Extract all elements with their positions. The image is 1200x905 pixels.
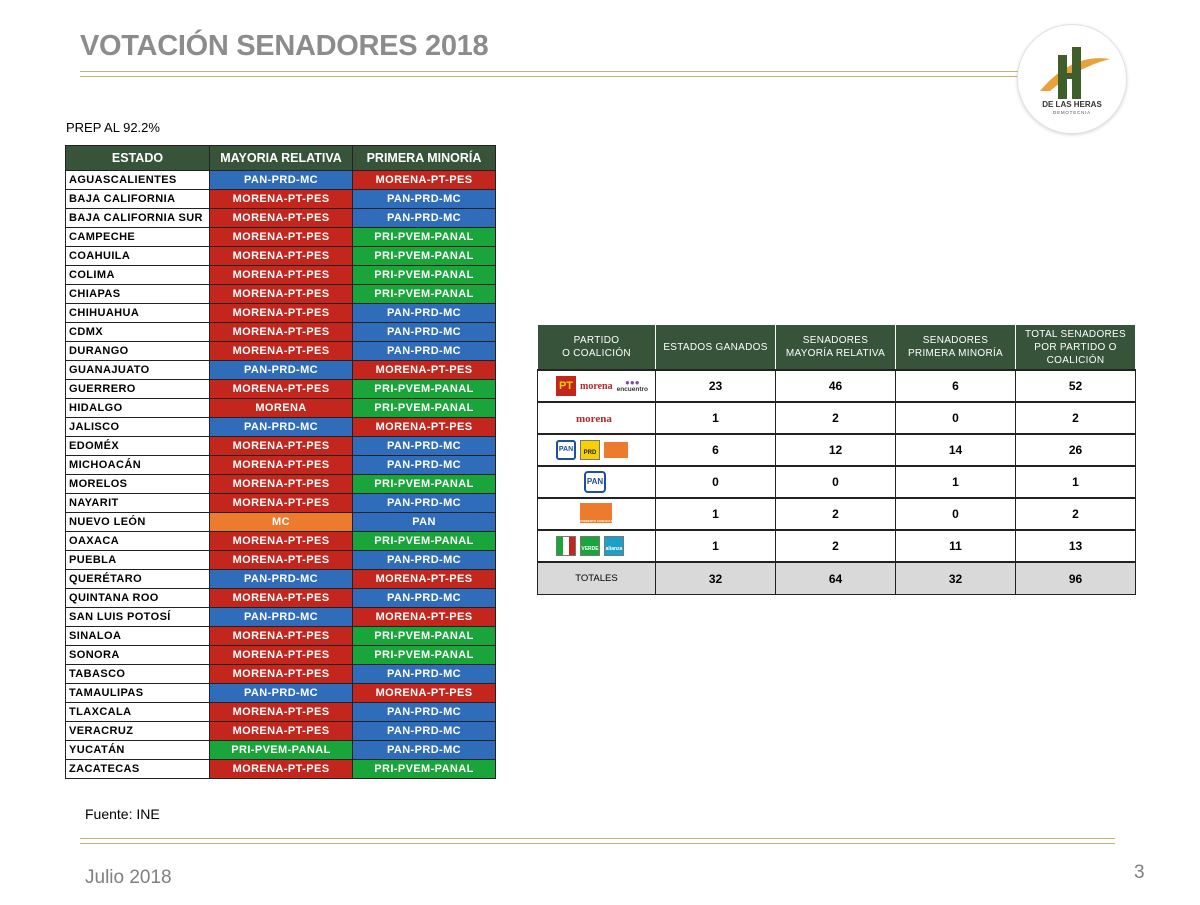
primera-minoria-cell: PAN-PRD-MC (353, 589, 496, 608)
primera-minoria-cell: PAN-PRD-MC (353, 190, 496, 209)
primera-minoria-cell: PAN-PRD-MC (353, 323, 496, 342)
party-logos (538, 402, 656, 434)
summary-row (538, 498, 1136, 530)
primera-minoria-cell: PAN-PRD-MC (353, 703, 496, 722)
state-name: QUERÉTARO (66, 570, 210, 589)
state-name: GUERRERO (66, 380, 210, 399)
cell-total: 1 (1016, 466, 1136, 498)
states-table-body (66, 171, 496, 779)
summary-row (538, 402, 1136, 434)
mayoria-relativa-cell: MORENA-PT-PES (210, 247, 353, 266)
cell-estados: 6 (656, 434, 776, 466)
state-row (66, 608, 496, 627)
footer-date: Julio 2018 (85, 867, 172, 888)
pri-logo-icon (556, 536, 576, 556)
state-row (66, 722, 496, 741)
primera-minoria-cell: PRI-PVEM-PANAL (353, 247, 496, 266)
primera-minoria-cell: PAN-PRD-MC (353, 722, 496, 741)
col-estados-ganados: ESTADOS GANADOS (656, 325, 776, 371)
cell-total: 13 (1016, 530, 1136, 562)
col-partido-line1: PARTIDO (573, 335, 620, 346)
pan-logo-icon: PAN (584, 471, 606, 493)
col-partido-line2: O COALICIÓN (562, 348, 631, 359)
mayoria-relativa-cell: MORENA-PT-PES (210, 437, 353, 456)
mayoria-relativa-cell: MC (210, 513, 353, 532)
mayoria-relativa-cell: MORENA-PT-PES (210, 494, 353, 513)
state-name: COAHUILA (66, 247, 210, 266)
state-row (66, 475, 496, 494)
state-row (66, 247, 496, 266)
cell-estados: 1 (656, 498, 776, 530)
state-name: OAXACA (66, 532, 210, 551)
mayoria-relativa-cell: PAN-PRD-MC (210, 171, 353, 190)
state-row (66, 304, 496, 323)
totals-label: TOTALES (538, 562, 656, 595)
state-row (66, 532, 496, 551)
mayoria-relativa-cell: MORENA-PT-PES (210, 228, 353, 247)
state-name: CAMPECHE (66, 228, 210, 247)
total-estados: 32 (656, 562, 776, 595)
mayoria-relativa-cell: MORENA-PT-PES (210, 190, 353, 209)
cell-minoria: 6 (896, 370, 1016, 402)
col-primera-minoria: PRIMERA MINORÍA (353, 146, 496, 171)
state-name: NAYARIT (66, 494, 210, 513)
primera-minoria-cell: MORENA-PT-PES (353, 361, 496, 380)
summary-row (538, 466, 1136, 498)
mayoria-relativa-cell: MORENA-PT-PES (210, 323, 353, 342)
mayoria-relativa-cell: PRI-PVEM-PANAL (210, 741, 353, 760)
source-note: Fuente: INE (85, 806, 160, 822)
state-name: DURANGO (66, 342, 210, 361)
mayoria-relativa-cell: MORENA-PT-PES (210, 209, 353, 228)
primera-minoria-cell: PAN-PRD-MC (353, 741, 496, 760)
col-minoria-line1: SENADORES (922, 335, 989, 346)
state-name: COLIMA (66, 266, 210, 285)
state-row (66, 703, 496, 722)
col-minoria-line2: PRIMERA MINORÍA (907, 348, 1004, 359)
mayoria-relativa-cell: PAN-PRD-MC (210, 361, 353, 380)
state-row (66, 228, 496, 247)
page-title: VOTACIÓN SENADORES 2018 (80, 30, 489, 62)
state-name: ZACATECAS (66, 760, 210, 779)
summary-row (538, 370, 1136, 402)
col-minoria (896, 325, 1016, 371)
title-rule-top (80, 71, 1020, 72)
logo-subtitle: DEMOTECNIA (1052, 110, 1092, 115)
totals-row (538, 562, 1136, 595)
state-row (66, 494, 496, 513)
state-name: QUINTANA ROO (66, 589, 210, 608)
cell-total: 2 (1016, 402, 1136, 434)
primera-minoria-cell: PRI-PVEM-PANAL (353, 646, 496, 665)
primera-minoria-cell: MORENA-PT-PES (353, 418, 496, 437)
summary-row (538, 530, 1136, 562)
state-row (66, 437, 496, 456)
mayoria-relativa-cell: MORENA-PT-PES (210, 475, 353, 494)
col-mayoria-line2: MAYORÍA RELATIVA (785, 348, 886, 359)
cell-minoria: 1 (896, 466, 1016, 498)
state-row (66, 380, 496, 399)
mayoria-relativa-cell: MORENA-PT-PES (210, 342, 353, 361)
verde-logo-icon: VERDE (580, 536, 600, 556)
state-name: NUEVO LEÓN (66, 513, 210, 532)
cell-minoria: 14 (896, 434, 1016, 466)
primera-minoria-cell: PRI-PVEM-PANAL (353, 475, 496, 494)
mayoria-relativa-cell: MORENA-PT-PES (210, 304, 353, 323)
state-row (66, 513, 496, 532)
cell-estados: 23 (656, 370, 776, 402)
state-row (66, 760, 496, 779)
col-total-line2: POR PARTIDO O (1034, 341, 1117, 353)
state-name: CHIHUAHUA (66, 304, 210, 323)
state-row (66, 665, 496, 684)
col-mayoria-line1: SENADORES (802, 335, 869, 346)
state-name: MORELOS (66, 475, 210, 494)
cell-mayoria: 46 (776, 370, 896, 402)
state-name: BAJA CALIFORNIA SUR (66, 209, 210, 228)
mayoria-relativa-cell: MORENA-PT-PES (210, 589, 353, 608)
mayoria-relativa-cell: MORENA-PT-PES (210, 380, 353, 399)
total-senadores: 96 (1016, 562, 1136, 595)
state-name: EDOMÉX (66, 437, 210, 456)
pan-logo-icon: PAN (556, 440, 576, 460)
state-name: MICHOACÁN (66, 456, 210, 475)
col-mayoria-relativa: MAYORIA RELATIVA (210, 146, 353, 171)
state-row (66, 741, 496, 760)
primera-minoria-cell: MORENA-PT-PES (353, 684, 496, 703)
summary-table (537, 324, 1136, 595)
primera-minoria-cell: PAN-PRD-MC (353, 304, 496, 323)
mayoria-relativa-cell: PAN-PRD-MC (210, 684, 353, 703)
panal-logo-icon: alianza (604, 536, 624, 556)
cell-mayoria: 12 (776, 434, 896, 466)
primera-minoria-cell: MORENA-PT-PES (353, 171, 496, 190)
prep-label: PREP AL 92.2% (66, 120, 160, 135)
total-minoria: 32 (896, 562, 1016, 595)
footer-rule-bottom (80, 843, 1115, 844)
primera-minoria-cell: MORENA-PT-PES (353, 570, 496, 589)
page-number: 3 (1134, 862, 1145, 883)
mc-logo-text: MOVIMIENTO CIUDADANO (576, 519, 616, 523)
mayoria-relativa-cell: MORENA-PT-PES (210, 285, 353, 304)
cell-estados: 0 (656, 466, 776, 498)
primera-minoria-cell: MORENA-PT-PES (353, 608, 496, 627)
state-row (66, 399, 496, 418)
state-name: BAJA CALIFORNIA (66, 190, 210, 209)
mayoria-relativa-cell: MORENA-PT-PES (210, 703, 353, 722)
state-row (66, 627, 496, 646)
state-name: VERACRUZ (66, 722, 210, 741)
mayoria-relativa-cell: MORENA-PT-PES (210, 266, 353, 285)
primera-minoria-cell: PAN (353, 513, 496, 532)
col-total-line3: COALICIÓN (1046, 354, 1105, 366)
col-mayoria (776, 325, 896, 371)
logo-mark-icon (1018, 25, 1126, 133)
primera-minoria-cell: PRI-PVEM-PANAL (353, 228, 496, 247)
cell-mayoria: 2 (776, 498, 896, 530)
primera-minoria-cell: PRI-PVEM-PANAL (353, 285, 496, 304)
state-name: TABASCO (66, 665, 210, 684)
state-name: PUEBLA (66, 551, 210, 570)
state-name: SINALOA (66, 627, 210, 646)
primera-minoria-cell: PAN-PRD-MC (353, 342, 496, 361)
primera-minoria-cell: PAN-PRD-MC (353, 456, 496, 475)
state-row (66, 646, 496, 665)
mayoria-relativa-cell: MORENA-PT-PES (210, 646, 353, 665)
primera-minoria-cell: PAN-PRD-MC (353, 209, 496, 228)
state-name: AGUASCALIENTES (66, 171, 210, 190)
state-row (66, 285, 496, 304)
state-row (66, 418, 496, 437)
primera-minoria-cell: PAN-PRD-MC (353, 551, 496, 570)
primera-minoria-cell: PAN-PRD-MC (353, 494, 496, 513)
primera-minoria-cell: PAN-PRD-MC (353, 437, 496, 456)
total-mayoria: 64 (776, 562, 896, 595)
state-row (66, 361, 496, 380)
mayoria-relativa-cell: MORENA (210, 399, 353, 418)
cell-estados: 1 (656, 530, 776, 562)
cell-total: 52 (1016, 370, 1136, 402)
party-logos (538, 434, 656, 466)
col-total-line1: TOTAL SENADORES (1024, 328, 1126, 340)
logo-name: DE LAS HERAS (1042, 100, 1102, 109)
state-row (66, 684, 496, 703)
state-row (66, 342, 496, 361)
mayoria-relativa-cell: MORENA-PT-PES (210, 532, 353, 551)
footer-rule-top (80, 838, 1115, 839)
mayoria-relativa-cell: MORENA-PT-PES (210, 665, 353, 684)
cell-mayoria: 2 (776, 530, 896, 562)
cell-minoria: 11 (896, 530, 1016, 562)
primera-minoria-cell: PRI-PVEM-PANAL (353, 399, 496, 418)
state-row (66, 589, 496, 608)
cell-estados: 1 (656, 402, 776, 434)
encuentro-logo-icon: ●●● encuentro (616, 378, 649, 393)
state-name: GUANAJUATO (66, 361, 210, 380)
state-row (66, 266, 496, 285)
mayoria-relativa-cell: PAN-PRD-MC (210, 418, 353, 437)
col-partido (538, 325, 656, 371)
states-table (65, 145, 496, 779)
cell-total: 2 (1016, 498, 1136, 530)
state-name: YUCATÁN (66, 741, 210, 760)
state-row (66, 456, 496, 475)
mayoria-relativa-cell: PAN-PRD-MC (210, 608, 353, 627)
cell-minoria: 0 (896, 498, 1016, 530)
primera-minoria-cell: PRI-PVEM-PANAL (353, 266, 496, 285)
state-name: SONORA (66, 646, 210, 665)
state-row (66, 551, 496, 570)
summary-row (538, 434, 1136, 466)
pt-logo-icon: PT (556, 376, 576, 396)
state-row (66, 323, 496, 342)
cell-mayoria: 0 (776, 466, 896, 498)
cell-minoria: 0 (896, 402, 1016, 434)
primera-minoria-cell: PRI-PVEM-PANAL (353, 380, 496, 399)
mayoria-relativa-cell: MORENA-PT-PES (210, 456, 353, 475)
state-name: TAMAULIPAS (66, 684, 210, 703)
primera-minoria-cell: PAN-PRD-MC (353, 665, 496, 684)
col-total (1016, 325, 1136, 371)
party-logos (538, 498, 656, 530)
state-name: TLAXCALA (66, 703, 210, 722)
morena-logo-icon: morena (576, 413, 612, 425)
state-name: JALISCO (66, 418, 210, 437)
title-rule-bottom (80, 76, 1020, 77)
state-row (66, 209, 496, 228)
mayoria-relativa-cell: MORENA-PT-PES (210, 722, 353, 741)
mc-logo-icon (576, 503, 616, 523)
mayoria-relativa-cell: MORENA-PT-PES (210, 627, 353, 646)
state-row (66, 190, 496, 209)
morena-logo-icon: morena (580, 380, 613, 392)
encuentro-logo-text: encuentro (616, 386, 649, 393)
cell-mayoria: 2 (776, 402, 896, 434)
party-logos (538, 530, 656, 562)
primera-minoria-cell: PRI-PVEM-PANAL (353, 627, 496, 646)
mayoria-relativa-cell: MORENA-PT-PES (210, 551, 353, 570)
de-las-heras-logo (1018, 25, 1126, 133)
party-logos (538, 370, 656, 402)
state-name: CHIAPAS (66, 285, 210, 304)
state-row (66, 570, 496, 589)
state-name: CDMX (66, 323, 210, 342)
cell-total: 26 (1016, 434, 1136, 466)
mc-logo-icon (604, 442, 628, 458)
col-estado: ESTADO (66, 146, 210, 171)
primera-minoria-cell: PRI-PVEM-PANAL (353, 760, 496, 779)
state-name: HIDALGO (66, 399, 210, 418)
party-logos (538, 466, 656, 498)
mayoria-relativa-cell: MORENA-PT-PES (210, 760, 353, 779)
primera-minoria-cell: PRI-PVEM-PANAL (353, 532, 496, 551)
prd-logo-icon: PRD (580, 440, 600, 460)
state-name: SAN LUIS POTOSÍ (66, 608, 210, 627)
mayoria-relativa-cell: PAN-PRD-MC (210, 570, 353, 589)
state-row (66, 171, 496, 190)
